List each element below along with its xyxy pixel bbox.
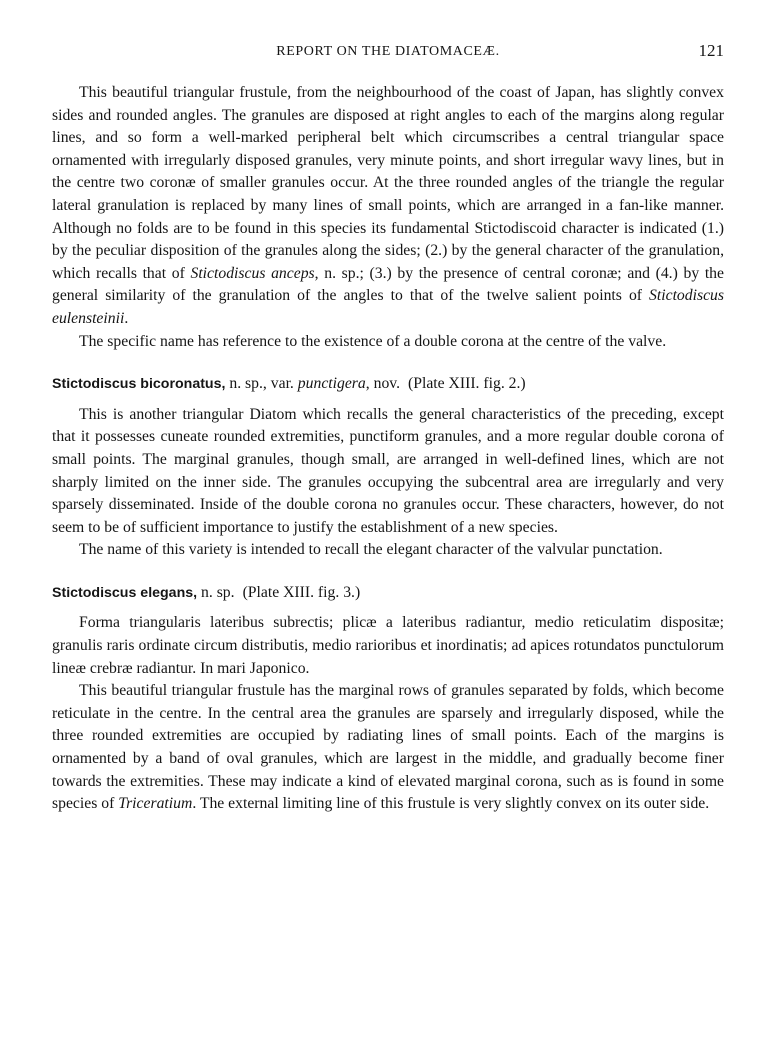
taxon-rank: n. sp. [201,583,235,601]
species-name: Stictodiscus anceps [190,264,315,282]
text-run: , n. sp.; (3.) by the presence of central coronæ; and (4.) by the general similarity of the granulation of the angles to that of the twelve salient points of [52,264,724,305]
genus-name: Triceratium [118,795,193,813]
paragraph-specific-name: The specific name has reference to the existence of a double corona at the centre of the valve. [79,332,667,350]
section-heading-elegans [52,582,724,605]
paragraph-frustule-description [52,82,724,331]
paragraph-variety-name: The name of this variety is intended to recall the elegant character of the valvular punctation. [79,541,663,559]
plate-reference: (Plate XIII. fig. 3.) [242,583,361,601]
body-text [52,82,724,816]
plate-reference: (Plate XIII. fig. 2.) [408,375,526,393]
paragraph-bicoronatus-description: This is another triangular Diatom which recalls the general characteristics of the preceding, except that it possesses cuneate rounded extremities, punctiform granules, and a more regular double corona of small points. The marginal granules, though small, are arranged in well-defined lines, which are not sharply limited on the inner side. The granules occupying the subcentral area are irregularly and very sparsely disseminated. Inside of the double corona no granules occur. These characters, however, do not seem to be of sufficient importance to justify the establishment of a new species. [52,405,724,536]
variety-name: punctigera [297,375,366,393]
taxon-status: , nov. [365,375,401,393]
paragraph-latin-diagnosis: Forma triangularis lateribus subrectis; plicæ a lateribus radiantur, medio reticulatim dispositæ; granulis raris ordinate circum distributis, medio rarioribus et inordinatis; ad apices rotundatos punctulorum lineæ crebræ radiantur. In mari Japonico. [52,614,724,677]
taxon-rank: n. sp., var. [229,375,294,393]
section-heading-bicoronatus [52,373,724,396]
page-header [52,41,724,65]
page-number: 121 [698,41,724,60]
text-run: This beautiful triangular frustule, from the neighbourhood of the coast of Japan, has slightly convex sides and rounded angles. The granules are disposed at right angles to each of the margins along regular lines, and so form a well-marked peripheral belt which circumscribes a central triangular space ornamented with irregularly disposed granules, very minute points, and short irregular wavy lines, but in the centre two coronæ of smaller granules occur. At the three rounded angles of the triangle the regular lateral granulation is replaced by many lines of small points, which are arranged in a fan-like manner. Although no folds are to be found in this species its fundamental Stictodiscoid character is indicated (1.) by the peculiar disposition of the granules along the sides; (2.) by the general character of the granulation, which recalls that of [52,84,724,282]
paragraph-elegans-description [52,680,724,816]
taxon-name: Stictodiscus bicoronatus, [52,376,226,393]
text-run: . The external limiting line of this frustule is very slightly convex on its outer side. [192,795,710,813]
text-run: This beautiful triangular frustule has the marginal rows of granules separated by folds, which become reticulate in the centre. In the central area the granules are sparsely and irregularly disposed, while the three rounded extremities are occupied by radiating lines of small points. Each of the margins is ornamented by a band of oval granules, which are largest in the middle, and gradually become finer towards the extremities. These may indicate a kind of elevated marginal corona, such as is found in some species of [52,682,724,813]
text-run: . [124,309,129,327]
taxon-name: Stictodiscus elegans, [52,584,198,601]
species-name: Stictodiscus eulensteinii [52,287,724,327]
running-title: REPORT ON THE DIATOMACEÆ. [276,44,500,59]
